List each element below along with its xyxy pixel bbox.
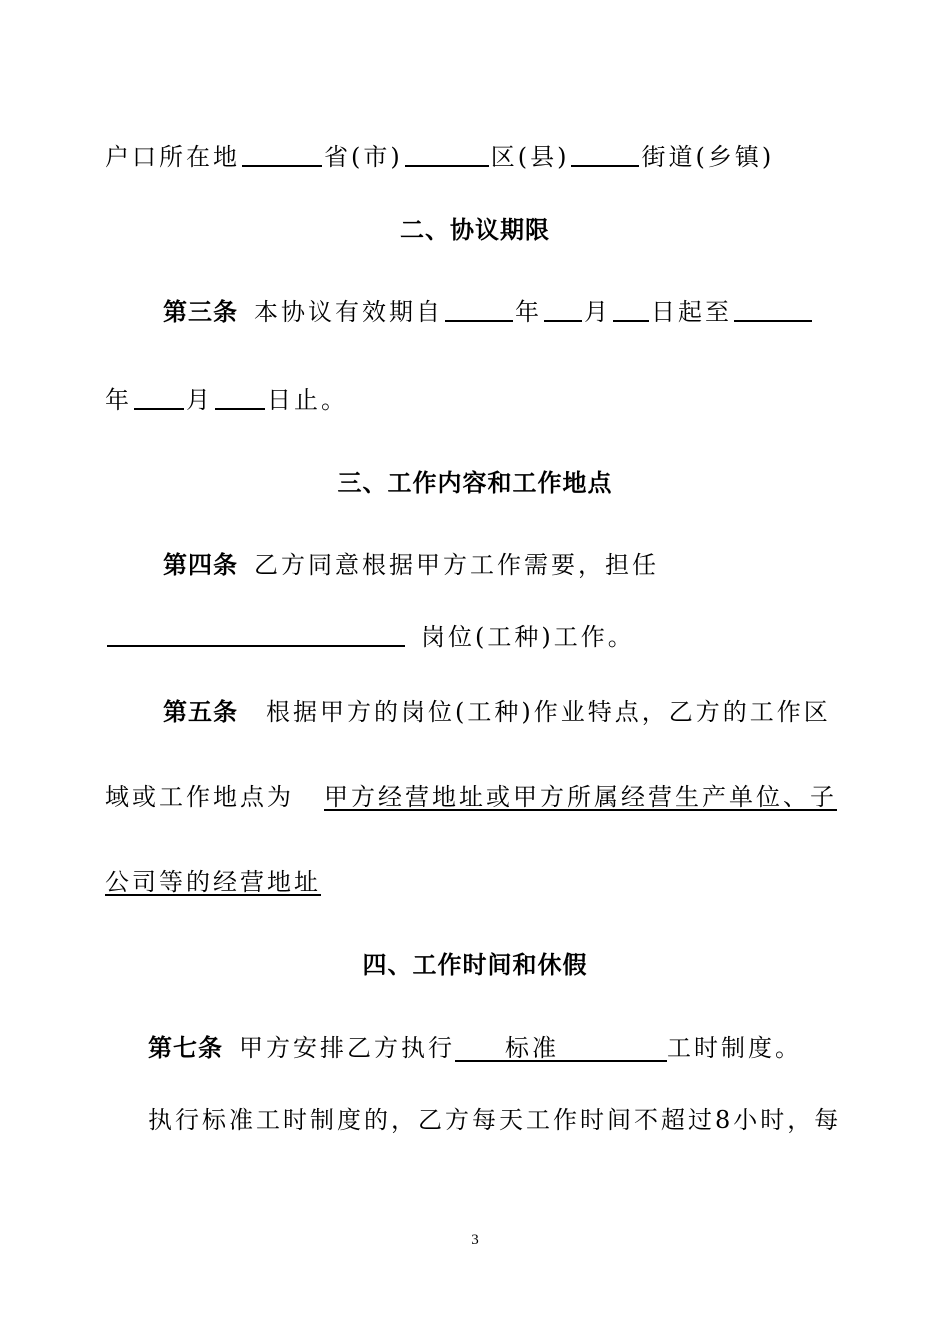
section-heading: 二、协议期限 (400, 216, 550, 244)
text: 日止。 (267, 386, 348, 414)
article-3-cont (105, 385, 348, 415)
work-location-value: 甲方经营地址或甲方所属经营生产单位、子 (324, 783, 837, 811)
section-heading: 四、工作时间和休假 (362, 951, 588, 979)
blank (134, 386, 184, 410)
article-label: 第四条 (163, 551, 238, 579)
text: 街道(乡镇) (641, 143, 775, 171)
blank-position (107, 623, 405, 647)
section-heading: 三、工作内容和工作地点 (337, 469, 613, 497)
text: 月 (584, 298, 611, 326)
text: 根据甲方的岗位(工种)作业特点，乙方的工作区 (266, 698, 831, 726)
work-hour-system-value: 标准 (455, 1036, 667, 1062)
blank-street (571, 143, 639, 167)
blank (613, 298, 649, 322)
blank-province (242, 143, 322, 167)
residence-line (105, 142, 774, 172)
article-7-cont: 执行标准工时制度的，乙方每天工作时间不超过8小时，每 (148, 1106, 842, 1134)
article-5-cont (105, 782, 837, 812)
text: 甲方安排乙方执行 (239, 1034, 455, 1062)
text: 工时制度。 (667, 1034, 802, 1062)
blank (544, 298, 582, 322)
text: 户口所在地 (105, 143, 240, 171)
text: 岗位(工种)工作。 (421, 623, 635, 651)
text: 月 (186, 386, 213, 414)
work-location-cont: 公司等的经营地址 (105, 868, 321, 896)
article-label: 第七条 (148, 1034, 223, 1062)
blank (445, 298, 513, 322)
text: 乙方同意根据甲方工作需要，担任 (254, 551, 659, 579)
text: 本协议有效期自 (254, 298, 443, 326)
article-label: 第三条 (163, 298, 238, 326)
article-label: 第五条 (163, 698, 238, 726)
article-4 (163, 550, 659, 580)
blank (734, 298, 812, 322)
article-4-cont (105, 622, 635, 652)
article-3 (163, 297, 814, 327)
text: 日起至 (651, 298, 732, 326)
text: 年 (105, 386, 132, 414)
blank-district (405, 143, 489, 167)
article-7 (148, 1033, 802, 1063)
page-number: 3 (471, 1232, 479, 1248)
blank (215, 386, 265, 410)
text: 域或工作地点为 (105, 783, 294, 811)
text: 年 (515, 298, 542, 326)
text: 区(县) (490, 143, 570, 171)
text: 省(市) (324, 143, 403, 171)
article-5 (163, 697, 831, 727)
